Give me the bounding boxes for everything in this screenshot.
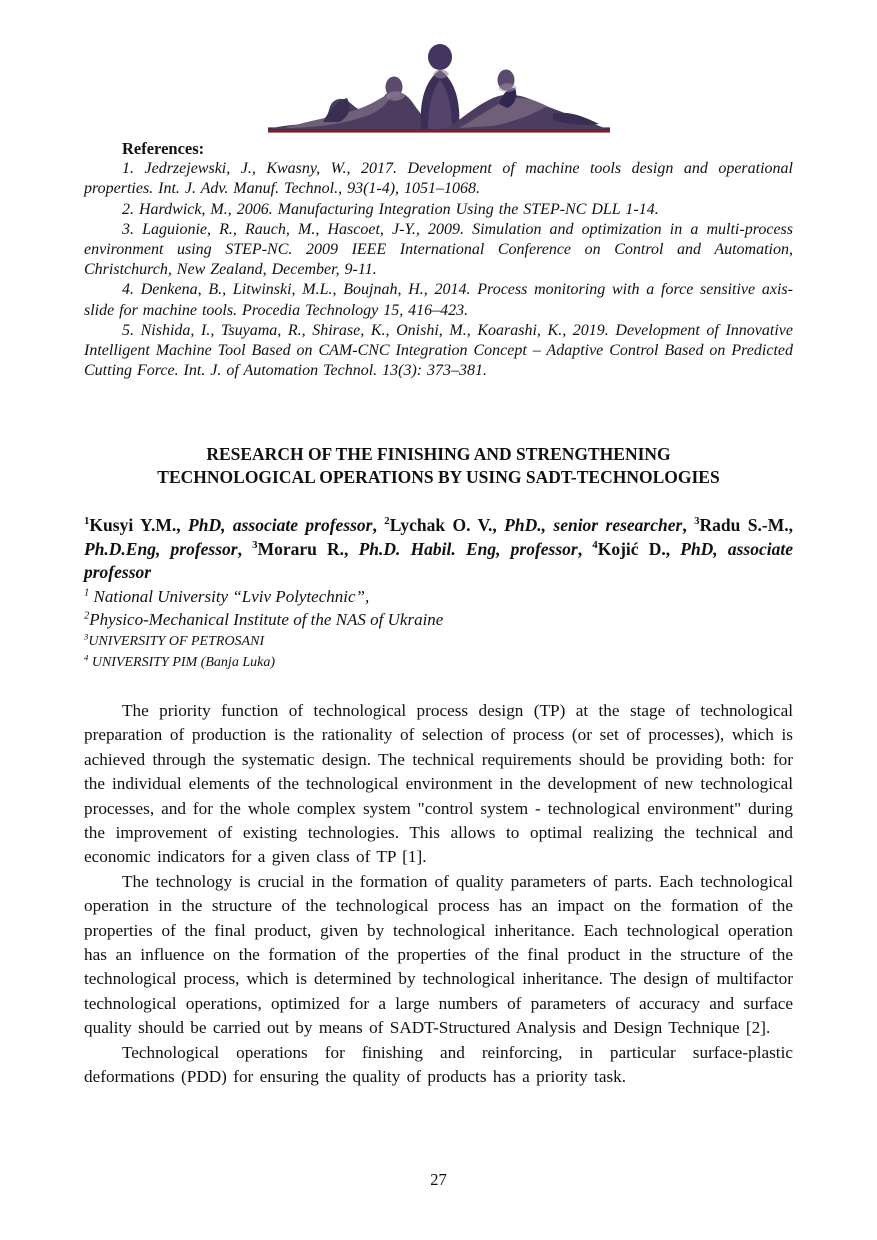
author-name: Moraru R.,: [257, 538, 359, 559]
author-affiliation-mark: 2: [384, 515, 390, 528]
reference-item: 2. Hardwick, M., 2006. Manufacturing Integration Using the STEP-NC DLL 1-14.: [122, 200, 659, 218]
author-affiliation-mark: 4: [592, 539, 598, 552]
author-affiliation-mark: 3: [694, 515, 700, 528]
author-affiliation-mark: 1: [84, 515, 90, 528]
author-separator: ,: [237, 538, 253, 559]
article-title: [84, 443, 793, 489]
author-degree: PhD., senior researcher: [504, 515, 683, 536]
sculpture-base-line: [268, 129, 610, 133]
sculpture-illustration: [263, 44, 615, 135]
affiliation-mark: 2: [84, 610, 90, 622]
article-body: [84, 699, 793, 1090]
affiliation-text: National University “Lviv Polytechnic”,: [89, 586, 370, 606]
author-degree: PhD, associate professor: [84, 538, 793, 583]
affiliation: [84, 608, 793, 631]
author-degree: Ph.D.Eng, professor: [84, 538, 238, 559]
author-separator: ,: [372, 515, 385, 536]
author: [84, 515, 384, 535]
author-separator: ,: [682, 515, 695, 536]
author-separator: ,: [577, 538, 593, 559]
author-degree: PhD, associate professor: [188, 515, 373, 536]
affiliation-text: UNIVERSITY OF PETROSANI: [88, 633, 265, 649]
author-name: Radu S.-M.,: [699, 515, 793, 536]
affiliation: [84, 631, 793, 653]
affiliation: [84, 585, 793, 608]
author-affiliation-mark: 3: [252, 539, 258, 552]
reference-item: 5. Nishida, I., Tsuyama, R., Shirase, K., Onishi, M., Koarashi, K., 2019. Development of Innovative Intelligent Machine Tool Based on CAM-CNC Integration Concept – Adaptive Control Based on Predicted Cutting Force. Int. J. of Automation Technol. 13(3): 373–381.: [84, 321, 793, 380]
body-paragraph: The priority function of technological process design (TP) at the stage of technological preparation of production is the rationality of selection of process (or set of processes), which is achieved through the systematic design. The technical requirements should be providing both: for the individual elements of the technological environment in the development of new technological processes, and for the whole complex system "control system - technological environment" during the improvement of existing technologies. This allows to optimal realizing the technical and economic indicators for a given class of TP [1].: [84, 700, 793, 867]
article-title-line: RESEARCH OF THE FINISHING AND STRENGTHENING: [206, 444, 671, 465]
author-name: Kusyi Y.M.,: [89, 515, 189, 536]
reference-item: 1. Jedrzejewski, J., Kwasny, W., 2017. Development of machine tools design and operational properties. Int. J. Adv. Manuf. Technol., 93(1-4), 1051–1068.: [84, 160, 793, 198]
page-number: 27: [430, 1170, 447, 1189]
affiliation: [84, 652, 793, 674]
affiliation-mark: 1: [84, 587, 90, 599]
author: [384, 515, 694, 535]
references-heading: References:: [122, 139, 205, 158]
author-degree: Ph.D. Habil. Eng, professor: [358, 538, 578, 559]
author: [252, 539, 592, 559]
affiliation-text: UNIVERSITY PIM (Banja Luka): [88, 655, 275, 671]
body-paragraph: The technology is crucial in the formation of quality parameters of parts. Each technological operation in the structure of the technological process has an impact on the formation of the properties of the final product, given by technological inheritance. Each technological operation has an influence on the formation of the properties of the final product in the structure of the technological process, which is determined by technological inheritance. The design of multifactor technological operations, optimized for a large numbers of parameters of accuracy and surface quality should be carried out by means of SADT-Structured Analysis and Design Technique [2].: [84, 871, 793, 1038]
affiliation-mark: 3: [84, 631, 89, 642]
author-name: Kojić D.,: [597, 538, 681, 559]
reference-item: 3. Laguionie, R., Rauch, M., Hascoet, J-Y., 2009. Simulation and optimization in a multi-process environment using STEP-NC. 2009 IEEE International Conference on Control and Automation, Christchurch, New Zealand, December, 9-11.: [84, 220, 793, 279]
sculpture-image: [263, 44, 615, 135]
article-title-line: TECHNOLOGICAL OPERATIONS BY USING SADT-TECHNOLOGIES: [157, 467, 720, 488]
reference-item: 4. Denkena, B., Litwinski, M.L., Boujnah, H., 2014. Process monitoring with a force sensitive axis-slide for machine tools. Procedia Technology 15, 416–423.: [84, 281, 793, 319]
page-content: [0, 139, 877, 1089]
body-paragraph: Technological operations for finishing and reinforcing, in particular surface-plastic deformations (PDD) for ensuring the quality of products has a priority task.: [84, 1042, 793, 1087]
affiliation-mark: 4: [84, 652, 89, 663]
affiliation-text: Physico-Mechanical Institute of the NAS of Ukraine: [89, 609, 444, 629]
authors-line: [84, 514, 793, 585]
author-name: Lychak O. V.,: [389, 515, 505, 536]
